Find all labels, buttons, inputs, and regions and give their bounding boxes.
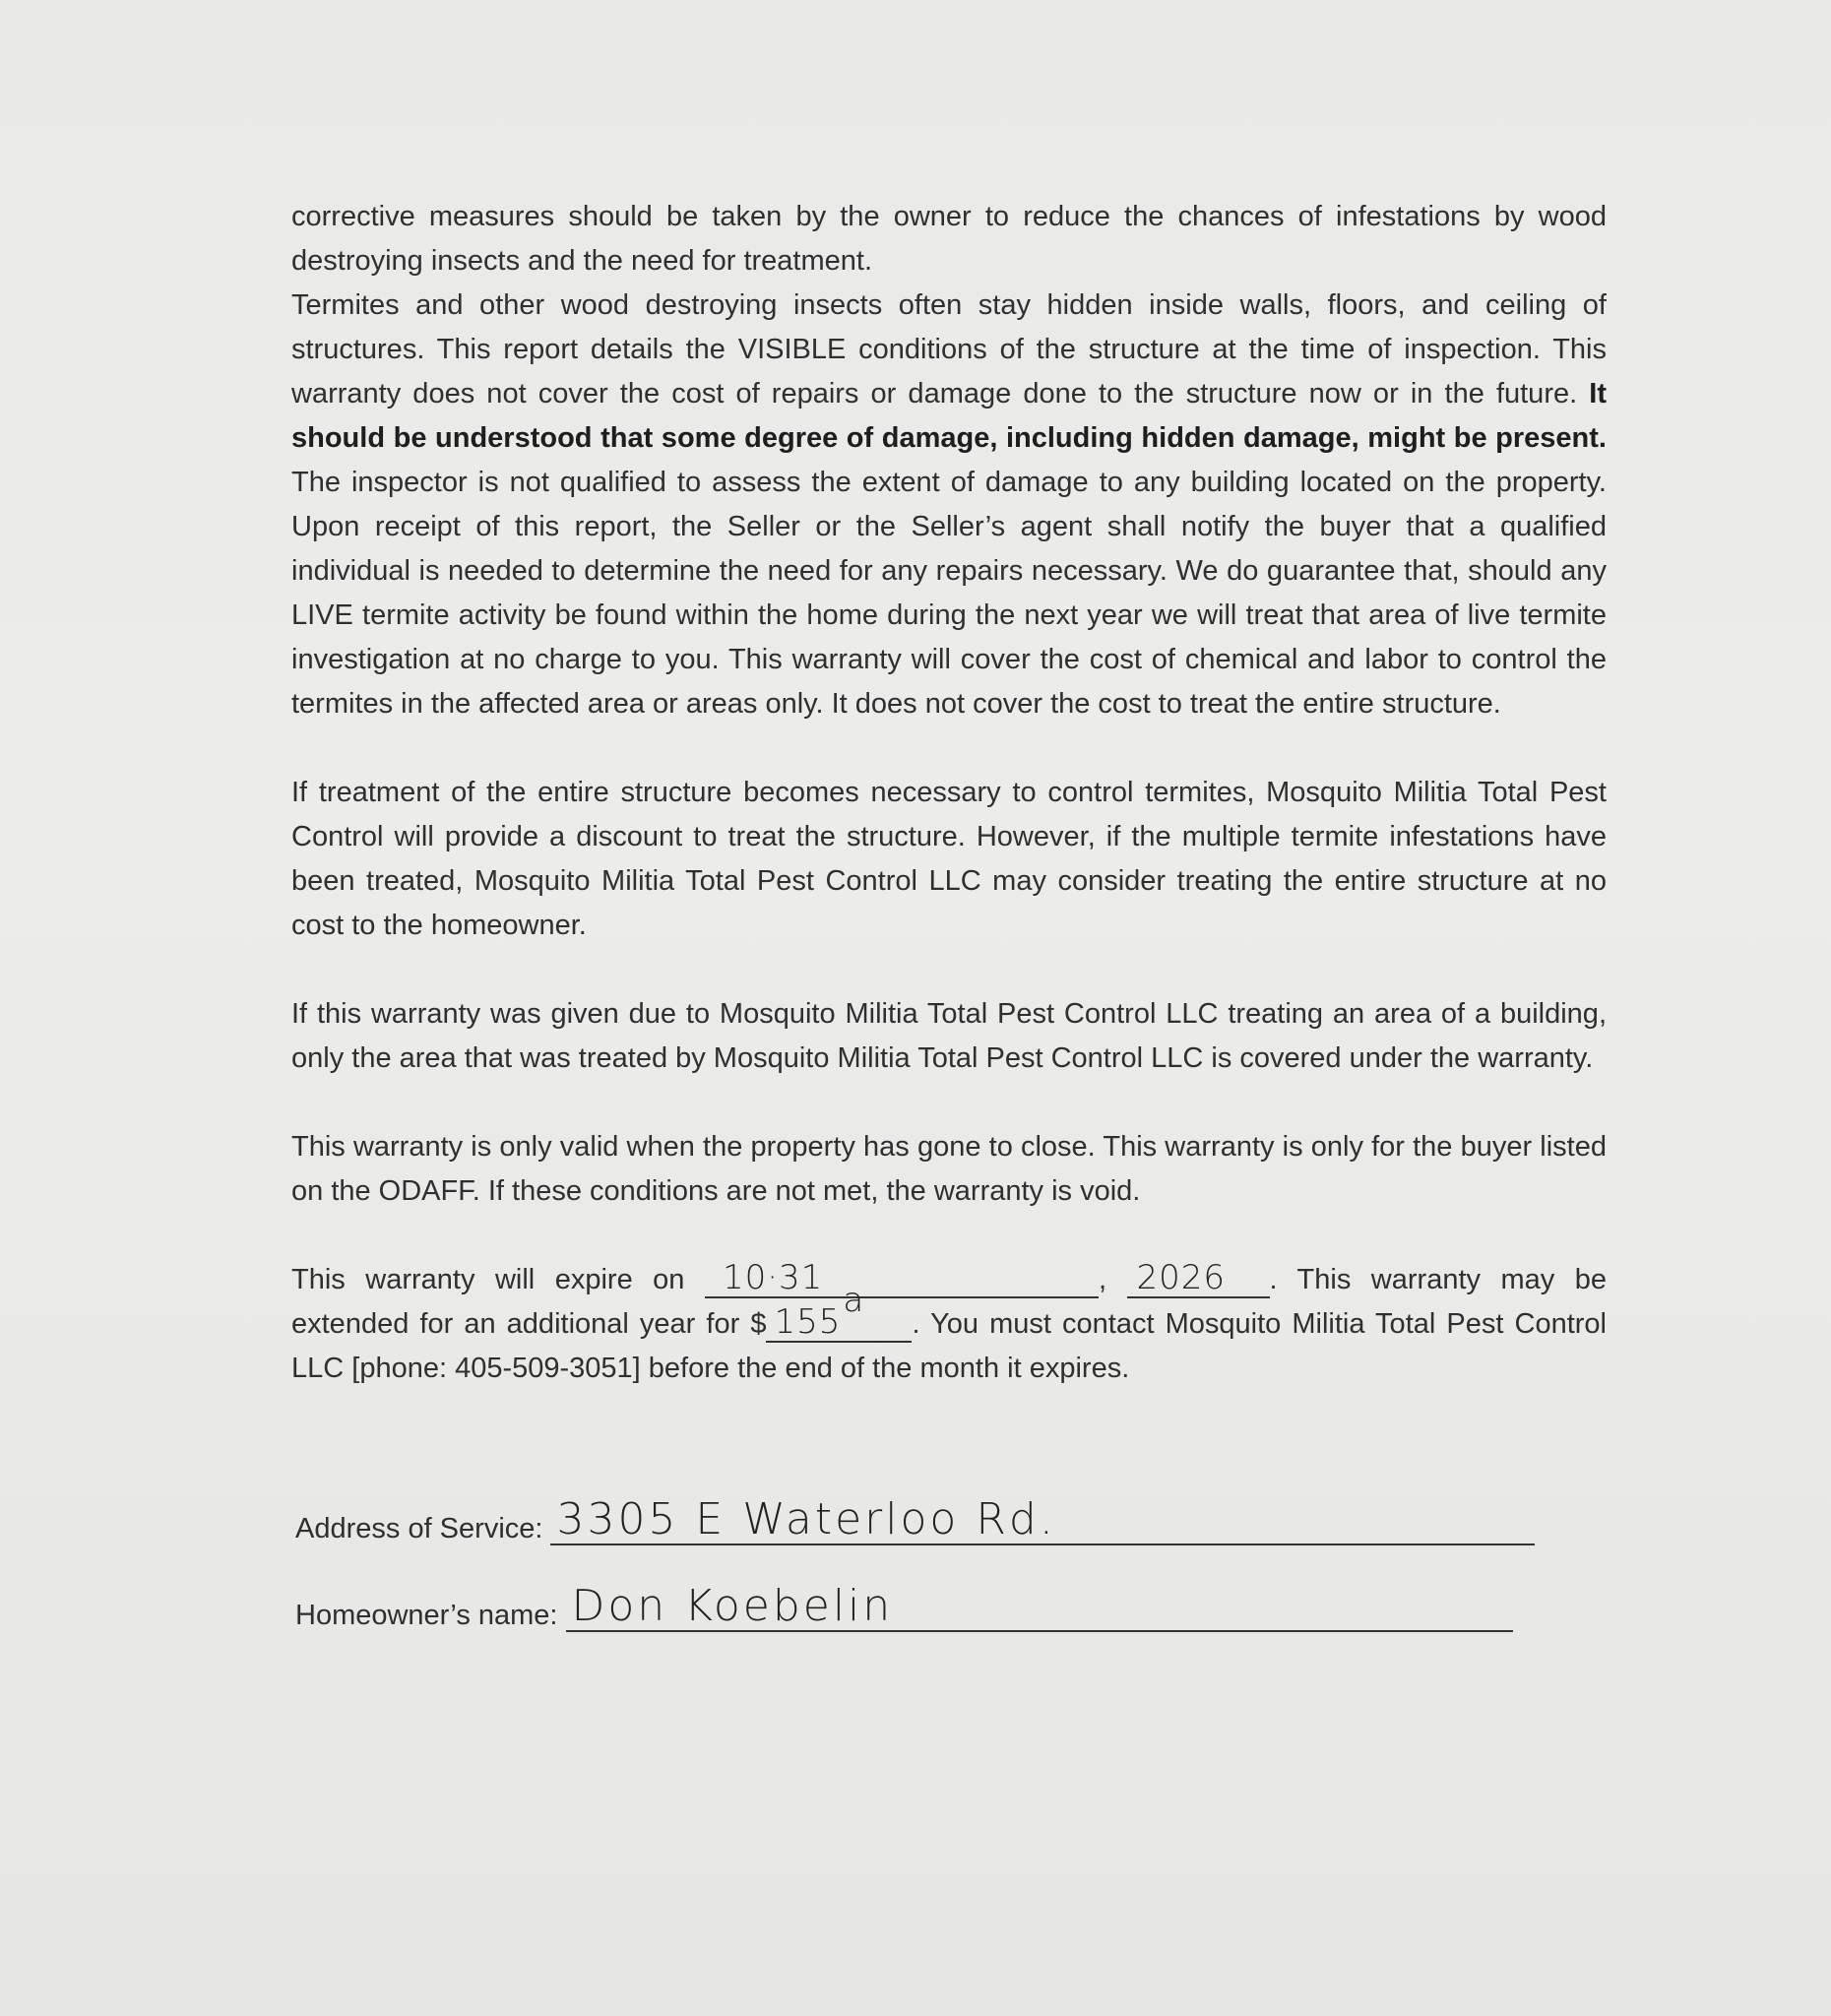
extension-price-value: 155 xyxy=(774,1302,842,1342)
paragraph-corrective-measures: corrective measures should be taken by the owner to reduce the chances of infestations by wood destroying insects and the need for treatment. xyxy=(291,201,1607,277)
paragraph-full-treatment: If treatment of the entire structure becomes necessary to control termites, Mosquito Militia Total Pest Control will provide a discount to treat the structure. However, if the multiple termite infestations have been treated, Mosquito Militia Total Pest Control LLC may consider treating the entire structure at no cost to the homeowner. xyxy=(291,777,1607,941)
expiry-text-contact: . You must contact Mosquito Militia Total Pest Control LLC [phone: 405-509-3051] before the end of the month it expires. xyxy=(291,1308,1608,1384)
paragraph-treated-area: If this warranty was given due to Mosquito Militia Total Pest Control LLC treating an area of a building, only the area that was treated by Mosquito Militia Total Pest Control LLC is covered under the warranty. xyxy=(291,998,1607,1074)
warranty-body xyxy=(291,195,1607,1391)
paragraph-hidden-damage-rest: The inspector is not qualified to assess the extent of damage to any building located on the property. Upon receipt of this report, the Seller or the Seller’s agent shall notify the buyer that a qualified individual is needed to determine the need for any repairs necessary. We do guarantee that, should any LIVE termite activity be found within the home during the next year we will treat that area of live termite investigation at no charge to you. This warranty will cover the cost of chemical and labor to control the termites in the affected area or areas only. It does not cover the cost to treat the entire structure. xyxy=(291,467,1607,720)
paragraph-hidden-damage-intro: Termites and other wood destroying insects often stay hidden inside walls, floors, and ceiling of structures. This report details the VISIBLE conditions of the structure at the time of inspection. This warranty does not cover the cost of repairs or damage done to the structure now or in the future. xyxy=(291,289,1607,410)
expiry-comma: , xyxy=(1098,1264,1107,1295)
expiry-date-field[interactable] xyxy=(705,1258,1099,1298)
extension-price-field[interactable] xyxy=(766,1281,912,1343)
expiry-year-value: 2026 xyxy=(1136,1258,1227,1297)
expiry-year-field[interactable] xyxy=(1127,1258,1270,1298)
paragraph-validity: This warranty is only valid when the property has gone to close. This warranty is only for the buyer listed on the ODAFF. If these conditions are not met, the warranty is void. xyxy=(291,1131,1607,1207)
expiry-date-value: 10·31 xyxy=(722,1258,824,1297)
homeowner-name-row xyxy=(295,1581,1513,1632)
paragraph-hidden-damage xyxy=(291,284,1607,726)
paragraph-expiry xyxy=(291,1258,1607,1391)
homeowner-value: Don Koebelin xyxy=(571,1581,894,1631)
homeowner-field[interactable] xyxy=(566,1581,1513,1632)
address-of-service-row xyxy=(295,1494,1535,1545)
address-value: 3305 E Waterloo Rd. xyxy=(556,1494,1056,1544)
address-field[interactable] xyxy=(550,1494,1535,1545)
extension-price-cents: a xyxy=(843,1281,865,1320)
expiry-text-intro: This warranty will expire on xyxy=(291,1264,685,1295)
hidden-damage-notice: It should be understood that some degree of damage, including hidden damage, might be present. xyxy=(291,378,1608,454)
expiry-text-extension: . This warranty may be extended for an additional year for $ xyxy=(291,1264,1608,1340)
homeowner-label: Homeowner’s name: xyxy=(295,1600,558,1631)
address-label: Address of Service: xyxy=(295,1513,543,1544)
